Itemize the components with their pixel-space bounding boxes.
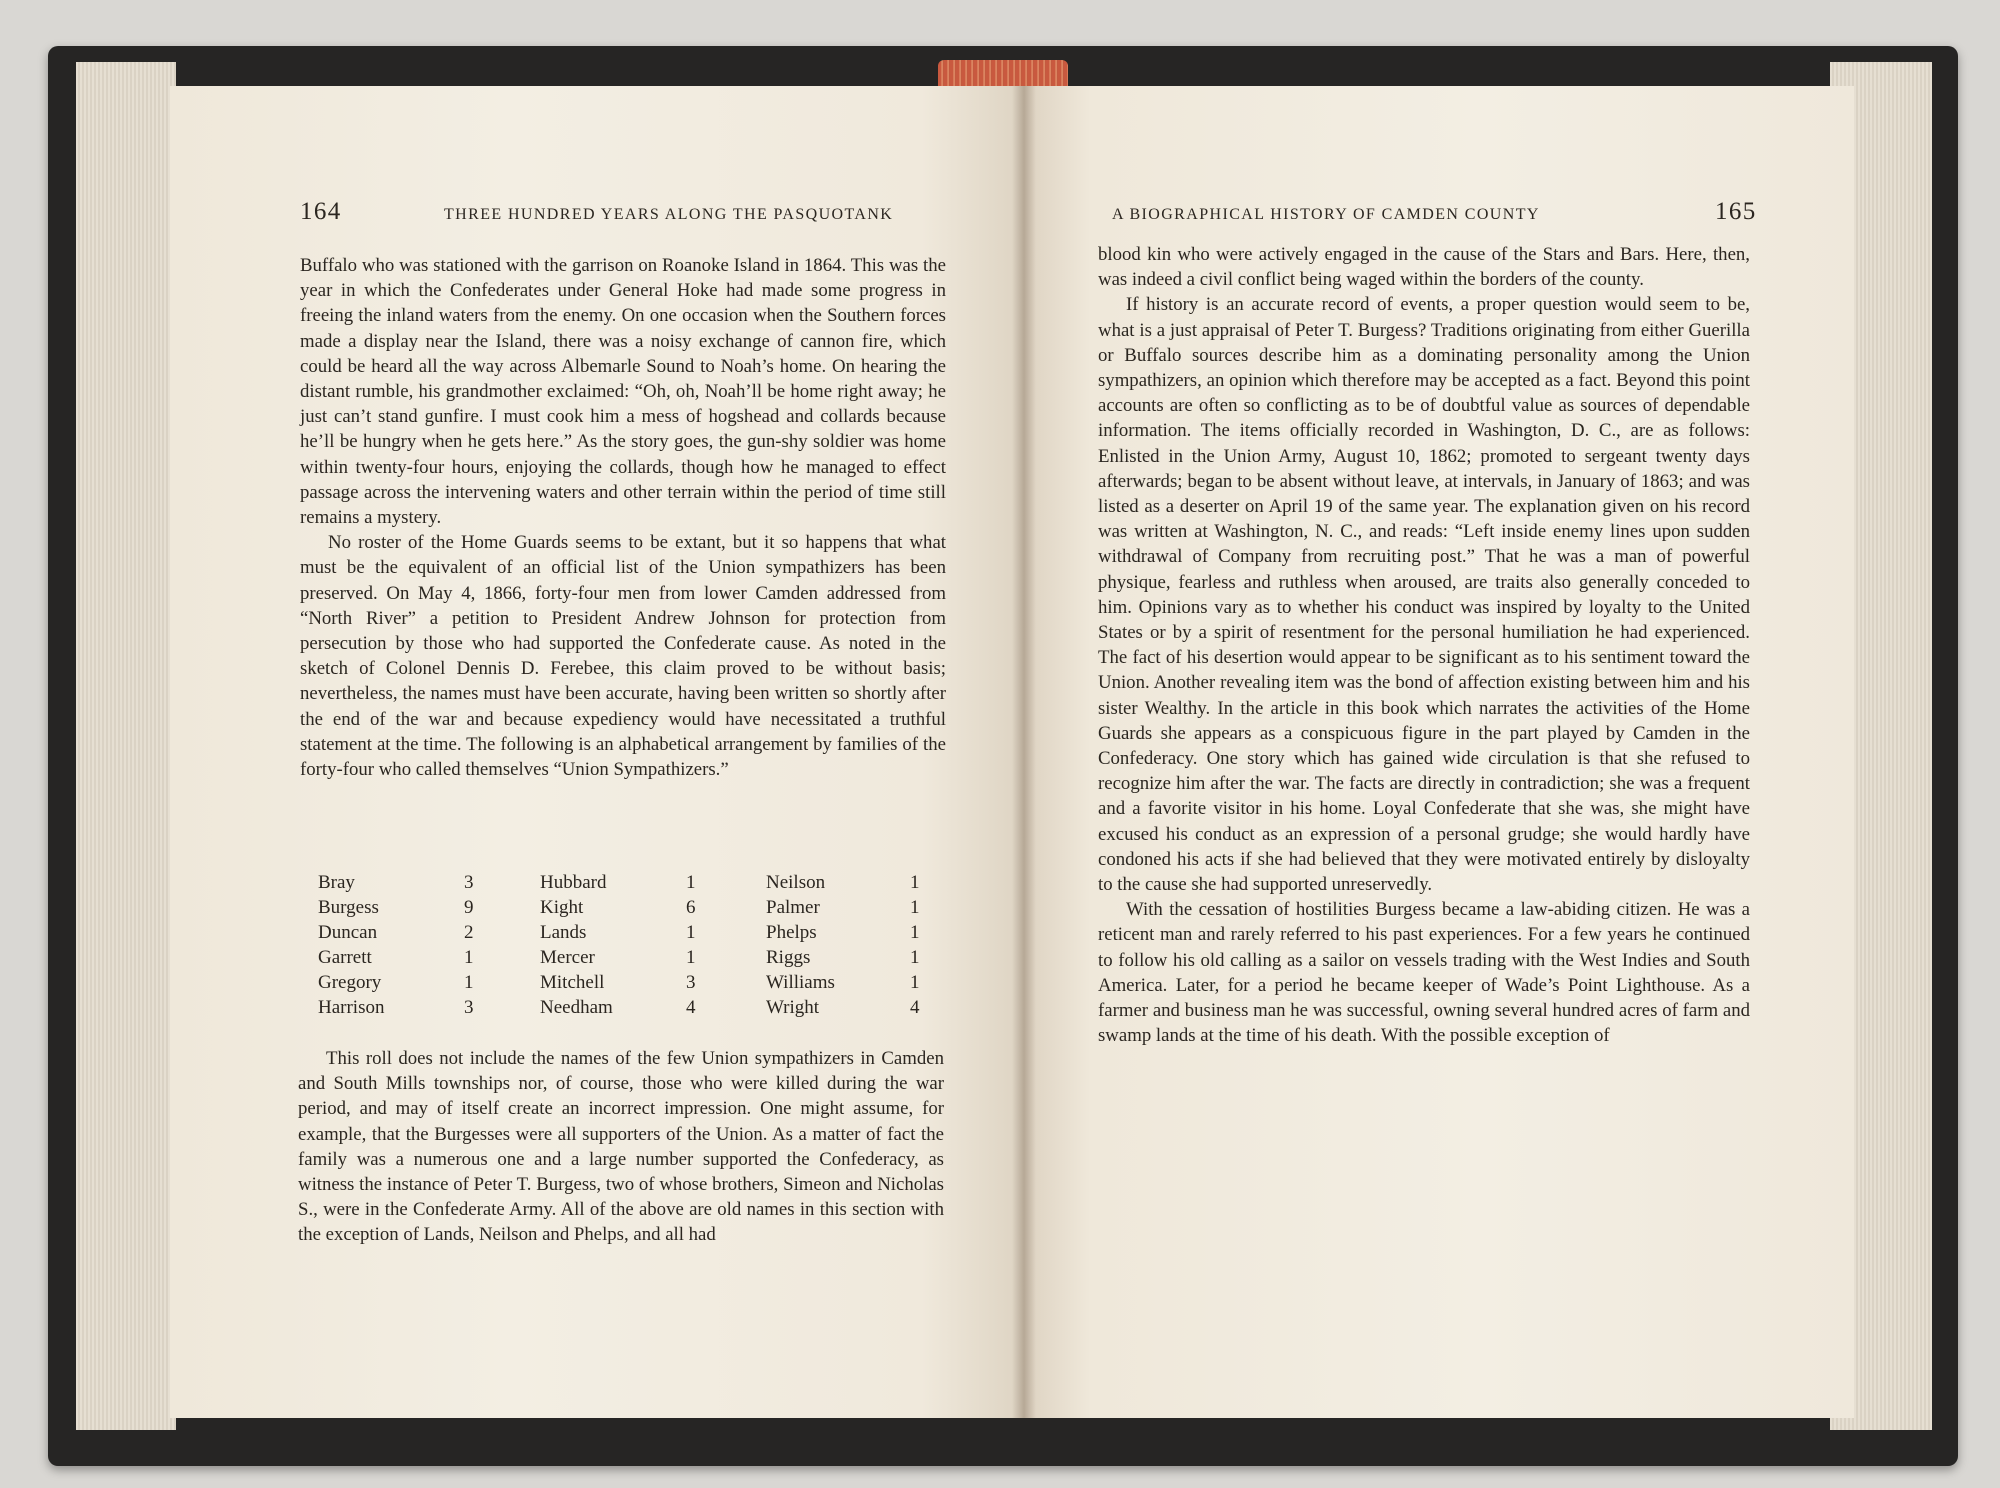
union-sympathizers-roster [318,872,938,1022]
roster-name: Duncan [318,922,378,943]
roster-count: 1 [910,947,920,968]
right-text [1098,242,1750,1049]
roster-row [318,947,938,972]
roster-count: 1 [910,872,920,893]
roster-count: 2 [464,922,474,943]
roster-count: 3 [686,972,696,993]
roster-row [318,922,938,947]
roster-name: Palmer [766,897,820,918]
roster-name: Needham [540,997,613,1018]
paragraph: This roll does not include the names of the few Union sympathizers in Camden and South Mills townships nor, of course, those who were killed during the war period, and may of itself create an incorrect impression. One might assume, for example, that the Burgesses were all supporters of the Union. As a matter of fact the family was a numerous one and a large number supported the Confederacy, as witness the instance of Peter T. Burgess, two of whose brothers, Simeon and Nicholas S., were in the Confederate Army. All of the above are old names in this section with the exception of Lands, Neilson and Phelps, and all had [298,1048,944,1246]
roster-count: 1 [910,972,920,993]
left-text-top [300,253,946,782]
roster-name: Williams [766,972,835,993]
roster-count: 3 [464,997,474,1018]
left-running-title: THREE HUNDRED YEARS ALONG THE PASQUOTANK [444,206,894,223]
roster-name: Lands [540,922,587,943]
paragraph: If history is an accurate record of events, a proper question would seem to be, what is a just appraisal of Peter T. Burgess? Traditions originating from either Guerilla or Buffalo sources describe him as a dominating personality among the Union sympathizers, an opinion which therefore may be accepted as a fact. Beyond this point accounts are often so conflicting as to be of doubtful value as sources of dependable information. The items officially recorded in Washington, D. C., are as follows: Enlisted in the Union Army, August 10, 1862; promoted to sergeant twenty days afterwards; began to be absent without leave, at intervals, in January of 1863; and was listed as a deserter on April 19 of the same year. The explanation given on his record was written at Washington, N. C., and reads: “Left inside enemy lines upon sudden withdrawal of Company from recruiting post.” That he was a man of powerful physique, fearless and ruthless when aroused, are traits also generally conceded to him. Opinions vary as to whether his conduct was inspired by loyalty to the United States or by a spirit of resentment for the personal humiliation he had experienced. The fact of his desertion would appear to be significant as to his sentiment toward the Union. Another revealing item was the bond of affection existing between him and his sister Wealthy. In the article in this book which narrates the activities of the Home Guards she appears as a conspicuous figure in the part played by Camden in the Confederacy. One story which has gained wide circulation is that she refused to recognize him after the war. The facts are directly in contradiction; she was a frequent and a favorite visitor in his home. Loyal Confederate that she was, she might have excused his conduct as an expression of a personal grudge; she would hardly have condoned his acts if she had believed that they were motivated entirely by disloyalty to the cause she had supported unreservedly. [1098,294,1750,896]
roster-count: 4 [910,997,920,1018]
roster-count: 1 [464,947,474,968]
roster-name: Garrett [318,947,372,968]
right-running-title: A BIOGRAPHICAL HISTORY OF CAMDEN COUNTY [1112,206,1540,223]
paragraph: No roster of the Home Guards seems to be extant, but it so happens that what must be the equivalent of an official list of the Union sympathizers has been preserved. On May 4, 1866, forty-four men from lower Camden addressed from “North River” a petition to President Andrew Johnson for protection from persecution by those who had supported the Confederate cause. As noted in the sketch of Colonel Dennis D. Ferebee, this claim proved to be without basis; nevertheless, the names must have been accurate, having been written so shortly after the end of the war and because expediency would have necessitated a truthful statement at the time. The following is an alphabetical arrangement by families of the forty-four who called themselves “Union Sympathizers.” [300,532,946,781]
right-page-number: 165 [1715,198,1757,225]
roster-row [318,897,938,922]
roster-count: 1 [686,947,696,968]
roster-name: Burgess [318,897,379,918]
paragraph: With the cessation of hostilities Burgess became a law-abiding citizen. He was a reticent man and rarely referred to his past experiences. For a few years he continued to follow his old calling as a sailor on vessels trading with the West Indies and South America. Later, for a period he became keeper of Wade’s Point Lighthouse. As a farmer and business man he was successful, owning several hundred acres of farm and swamp lands at the time of his death. With the possible exception of [1098,899,1750,1047]
roster-count: 9 [464,897,474,918]
roster-name: Neilson [766,872,826,893]
roster-name: Hubbard [540,872,607,893]
paragraph: Buffalo who was stationed with the garrison on Roanoke Island in 1864. This was the year in which the Confederates under General Hoke had made some progress in freeing the inland waters from the enemy. On one occasion when the Southern forces made a display near the Island, there was a noisy exchange of cannon fire, which could be heard all the way across Albemarle Sound to Noah’s home. On hearing the distant rumble, his grandmother exclaimed: “Oh, oh, Noah’ll be home right away; he just can’t stand gunfire. I must cook him a mess of hogshead and collards because he’ll be hungry when he gets here.” As the story goes, the gun-shy soldier was home within twenty-four hours, enjoying the collards, though how he managed to effect passage across the intervening waters and other terrain within the period of time still remains a mystery. [300,255,946,529]
roster-name: Mitchell [540,972,605,993]
left-page-number: 164 [300,198,342,225]
roster-count: 1 [686,872,696,893]
roster-count: 4 [686,997,696,1018]
roster-count: 3 [464,872,474,893]
roster-name: Kight [540,897,584,918]
roster-count: 1 [910,922,920,943]
roster-row [318,972,938,997]
roster-name: Riggs [766,947,811,968]
left-page-edges [76,62,176,1430]
paragraph: blood kin who were actively engaged in the cause of the Stars and Bars. Here, then, was indeed a civil conflict being waged within the borders of the county. [1098,244,1750,291]
headband [938,60,1068,86]
right-running-head [1112,198,1757,240]
roster-row [318,872,938,897]
roster-name: Gregory [318,972,382,993]
roster-count: 1 [464,972,474,993]
roster-name: Phelps [766,922,817,943]
roster-name: Harrison [318,997,385,1018]
roster-name: Mercer [540,947,595,968]
roster-row [318,997,938,1022]
roster-count: 1 [910,897,920,918]
left-text-bottom [298,1046,944,1248]
left-running-head [300,198,948,240]
roster-name: Wright [766,997,820,1018]
roster-count: 6 [686,897,696,918]
gutter-shadow [1012,86,1036,1418]
roster-name: Bray [318,872,355,893]
roster-count: 1 [686,922,696,943]
